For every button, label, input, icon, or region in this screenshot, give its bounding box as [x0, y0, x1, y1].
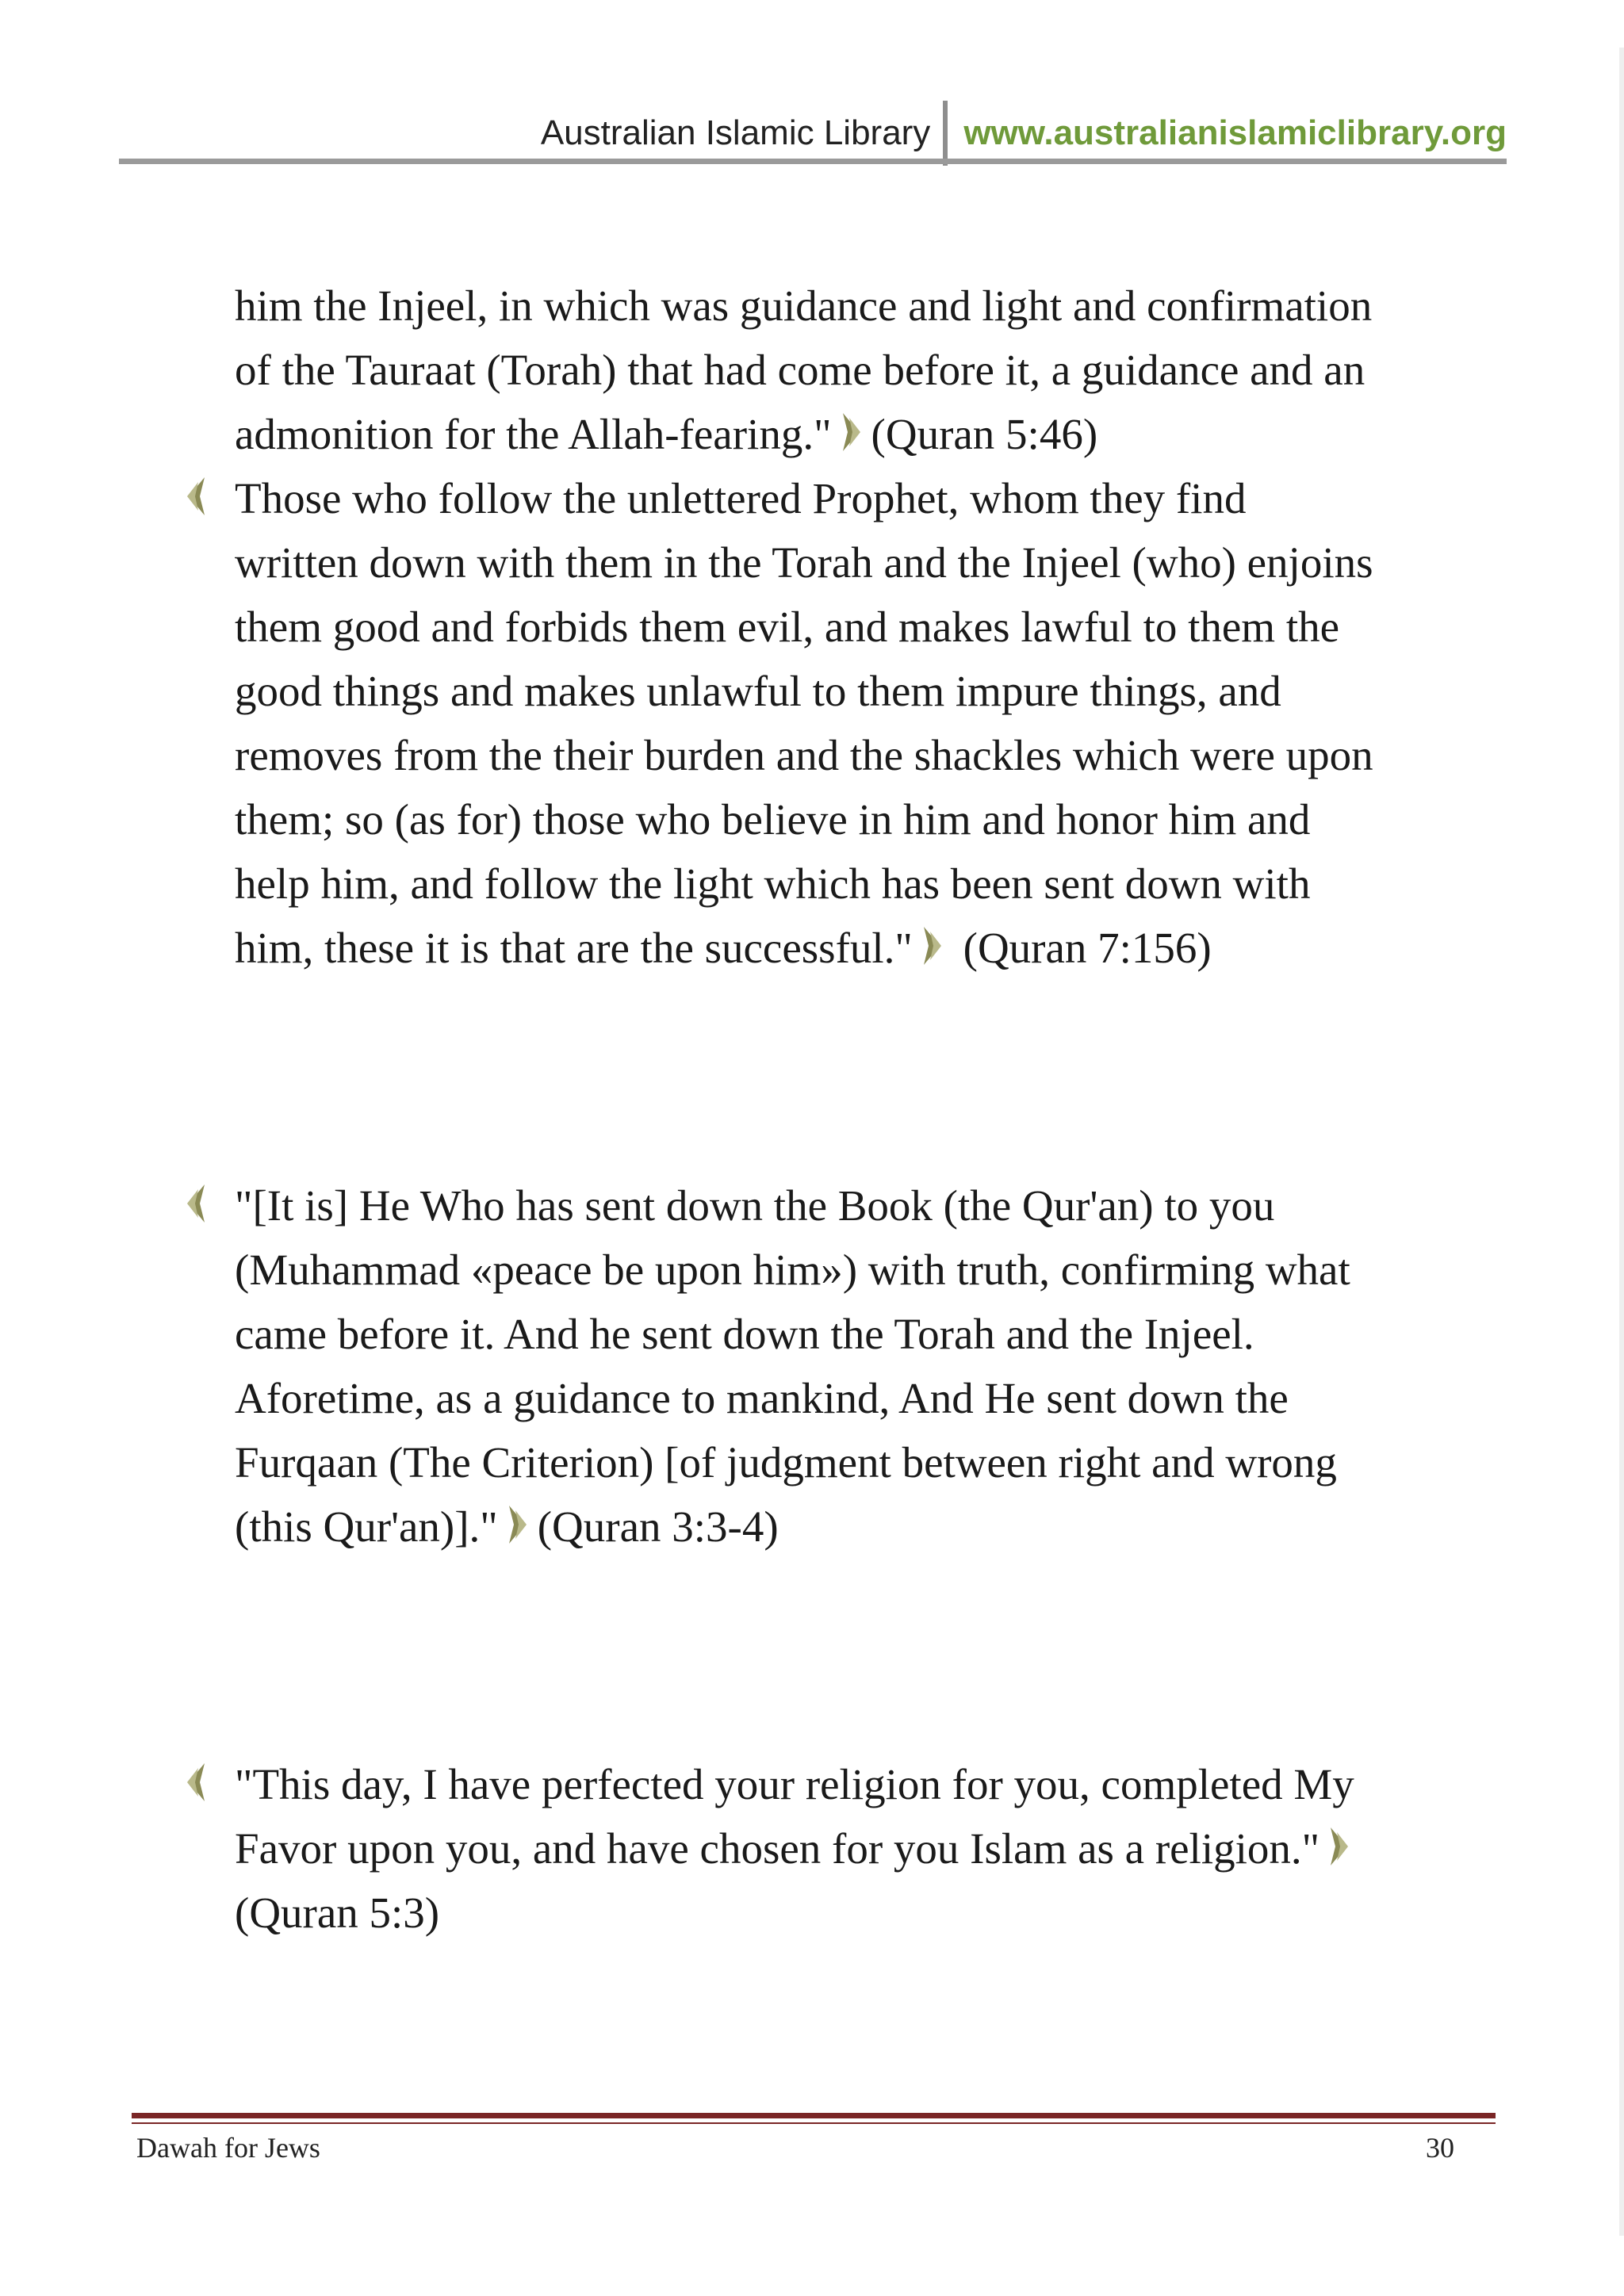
footer-rule-thin [132, 2122, 1496, 2124]
passage-quran-5-3 [235, 1752, 1519, 1945]
passage-line-last [235, 1494, 1519, 1559]
quran-reference: (Quran 7:156) [963, 924, 1212, 972]
footer-page-number: 30 [1426, 2132, 1454, 2164]
passage-line: Aforetime, as a guidance to mankind, And He sent down the [235, 1374, 1289, 1422]
passage-text: admonition for the Allah-fearing." [235, 410, 832, 458]
passage-line: came before it. And he sent down the Torah and the Injeel. [235, 1310, 1254, 1358]
passage-line [235, 1816, 1519, 1881]
passage-line: good things and makes unlawful to them impure things, and [235, 667, 1281, 715]
passage-line: (Muhammad «peace be upon him») with truth, confirming what [235, 1246, 1350, 1294]
page-header [119, 101, 1507, 165]
passage-line: "[It is] He Who has sent down the Book (the Qur'an) to you [235, 1181, 1275, 1230]
passage-text: (this Qur'an)]." [235, 1502, 498, 1551]
page-body [235, 274, 1519, 1945]
passage-line: "This day, I have perfected your religion for you, completed My [235, 1760, 1354, 1808]
passage-line: them good and forbids them evil, and makes lawful to them the [235, 603, 1340, 651]
page-edge [1619, 48, 1624, 2236]
ornate-open-bracket-icon [184, 476, 209, 517]
header-rule [119, 159, 1507, 164]
passage-text: him, these it is that are the successful." [235, 924, 913, 972]
passage-text: Favor upon you, and have chosen for you Islam as a religion." [235, 1824, 1320, 1873]
passage-quran-3-3-4 [235, 1173, 1519, 1559]
passage-line-last [235, 916, 1519, 980]
header-title: Australian Islamic Library [540, 113, 931, 152]
footer-rule [132, 2113, 1496, 2118]
passage-line: of the Tauraat (Torah) that had come before it, a guidance and an [235, 346, 1365, 394]
passage-line: written down with them in the Torah and the Injeel (who) enjoins [235, 538, 1373, 587]
header-url-link[interactable]: www.australianislamiclibrary.org [963, 113, 1507, 152]
passage-line: them; so (as for) those who believe in him and honor him and [235, 795, 1311, 844]
quran-reference: (Quran 3:3-4) [537, 1502, 779, 1551]
ornate-close-bracket-icon [1326, 1826, 1351, 1867]
passage-line: Furqaan (The Criterion) [of judgment between right and wrong [235, 1438, 1337, 1487]
passage-line: him the Injeel, in which was guidance and light and confirmation [235, 281, 1373, 330]
ornate-open-bracket-icon [184, 1762, 209, 1803]
passage-line: Those who follow the unlettered Prophet, whom they find [235, 474, 1247, 522]
ornate-close-bracket-icon [504, 1504, 530, 1545]
quran-reference: (Quran 5:3) [235, 1888, 440, 1937]
quran-reference: (Quran 5:46) [871, 410, 1098, 458]
ornate-open-bracket-icon [184, 1183, 209, 1224]
passage-line-last [235, 402, 1519, 466]
passage-quran-5-46 [235, 274, 1519, 466]
passage-line: removes from the their burden and the shackles which were upon [235, 731, 1373, 779]
ornate-close-bracket-icon [919, 925, 944, 966]
footer-book-title: Dawah for Jews [136, 2132, 320, 2164]
passage-quran-7-156 [235, 466, 1519, 980]
ornate-close-bracket-icon [838, 411, 864, 453]
passage-line: help him, and follow the light which has been sent down with [235, 859, 1311, 908]
